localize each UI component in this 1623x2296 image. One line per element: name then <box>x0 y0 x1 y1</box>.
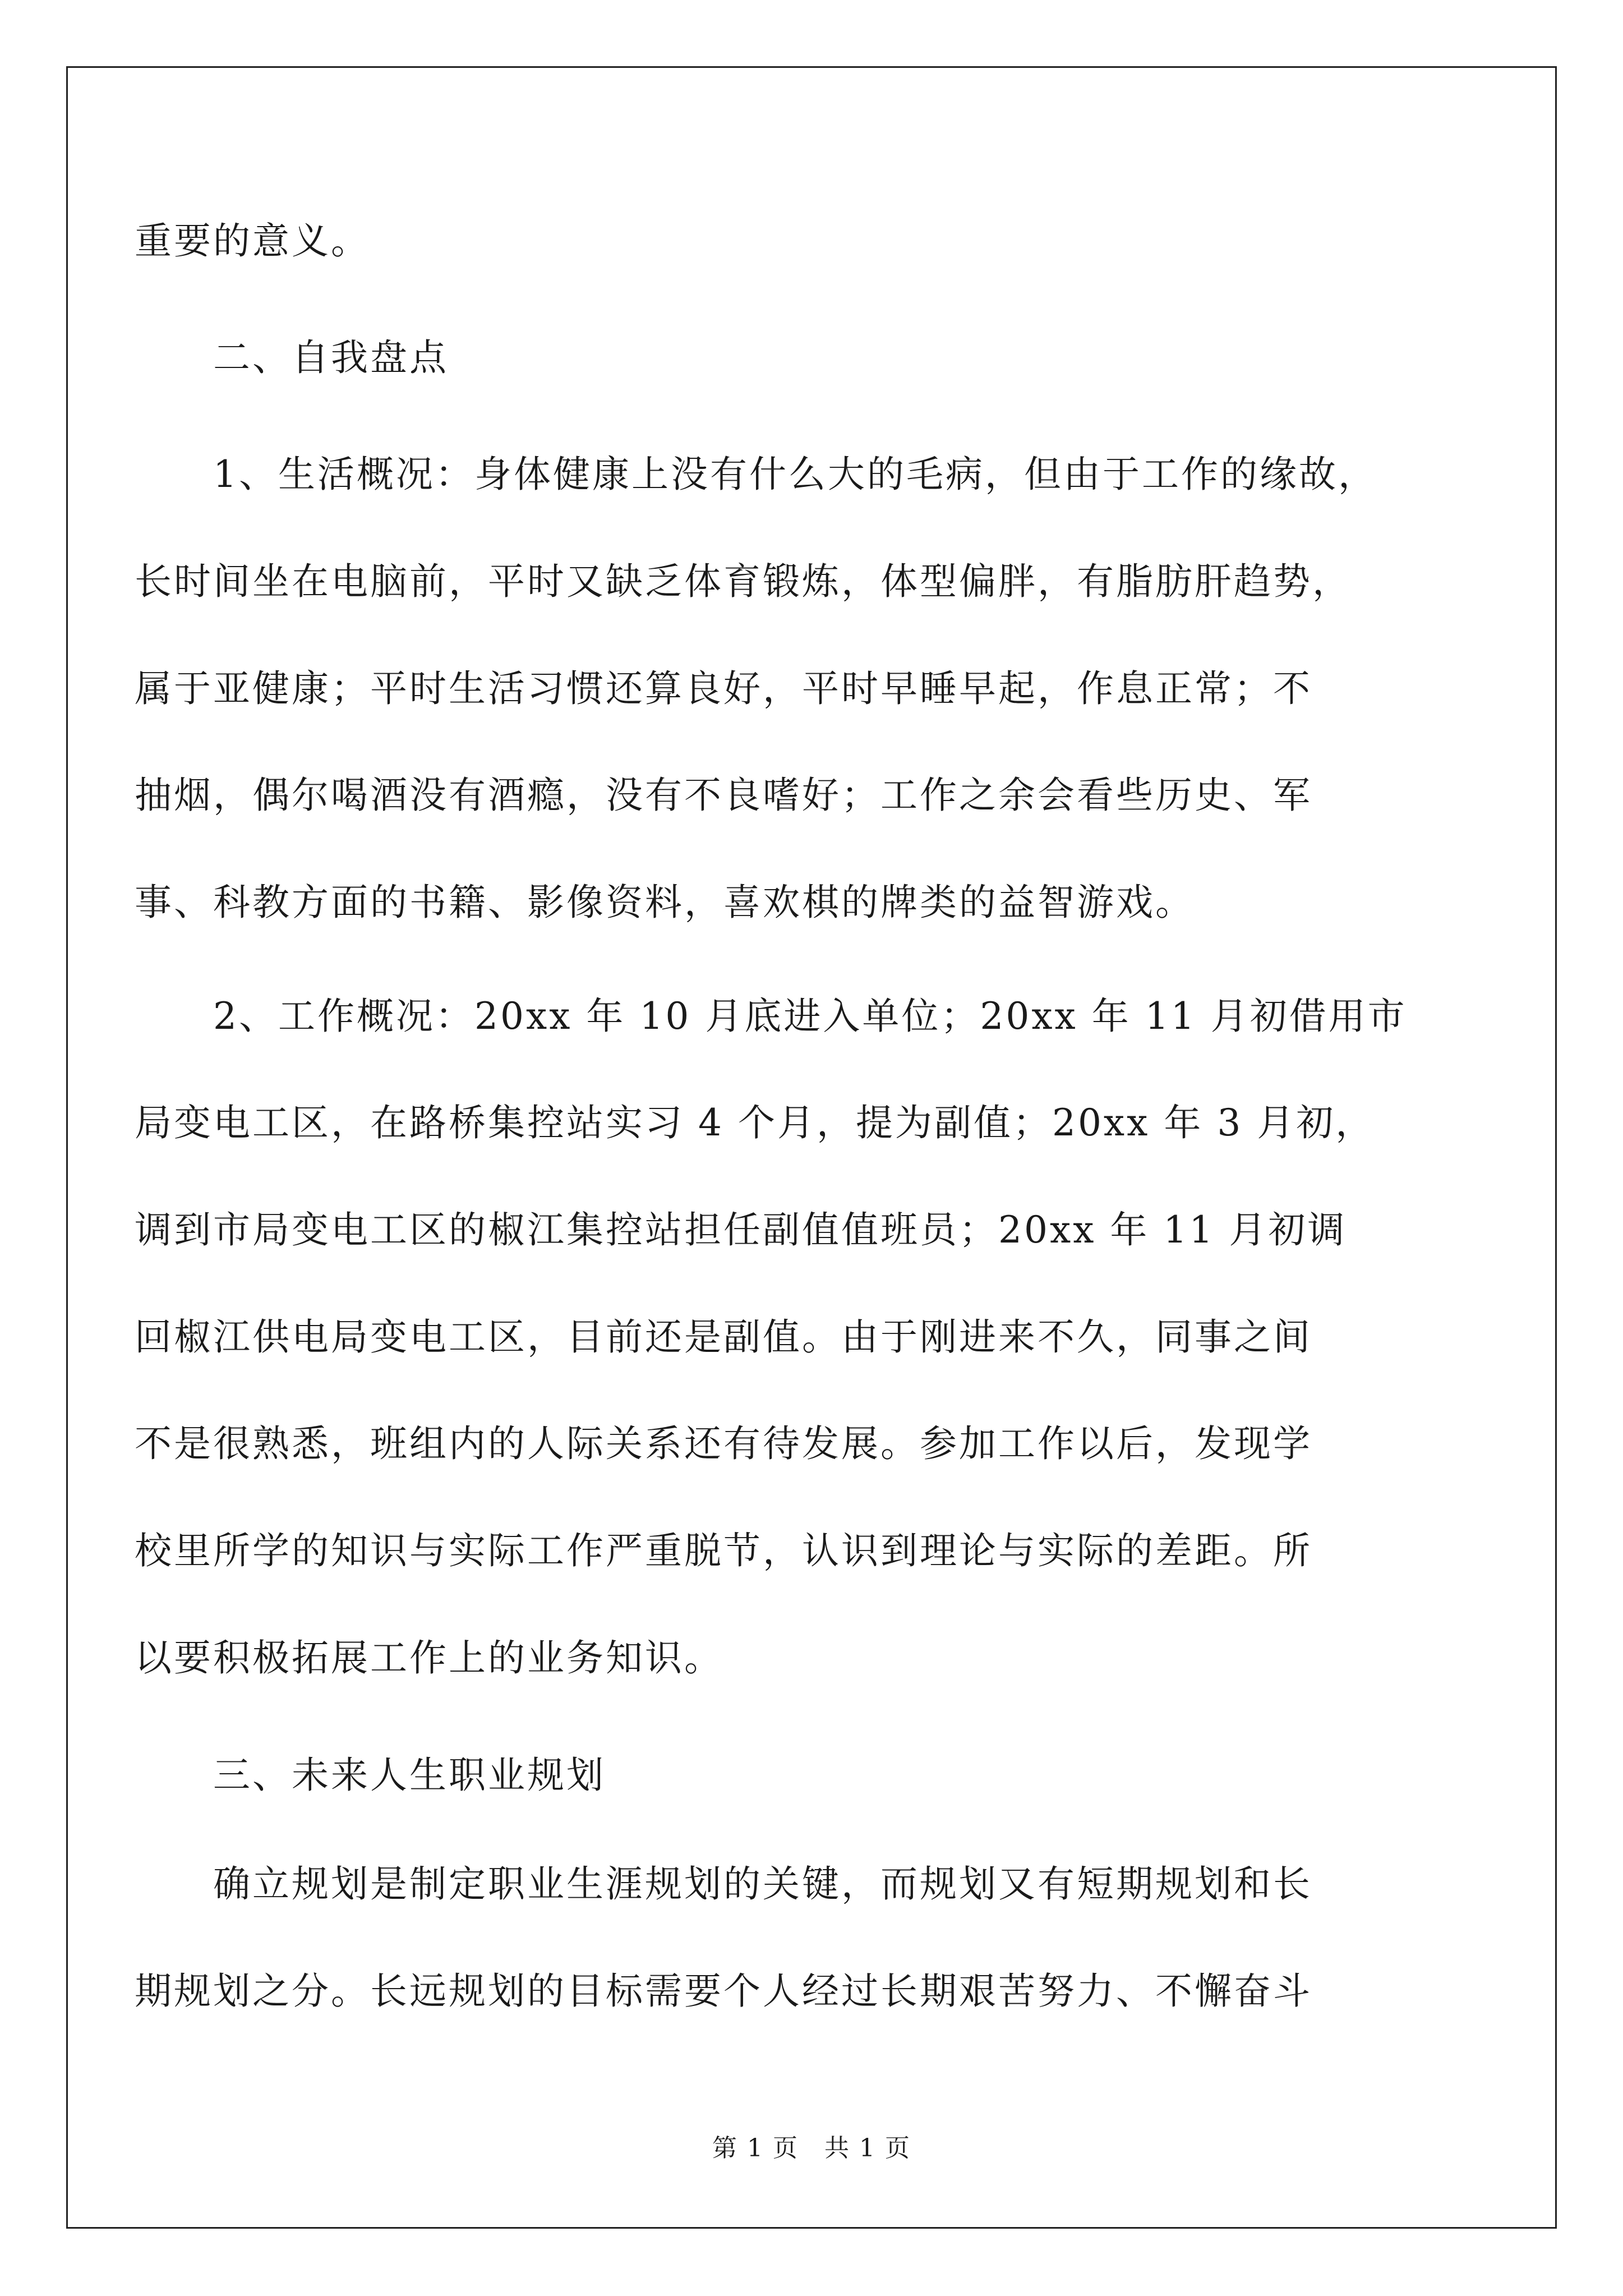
text-line: 调到市局变电工区的椒江集控站担任副值值班员；20xx 年 11 月初调 <box>135 1208 1347 1251</box>
text-line: 抽烟，偶尔喝酒没有酒瘾，没有不良嗜好；工作之余会看些历史、军 <box>135 774 1312 817</box>
text-line: 以要积极拓展工作上的业务知识。 <box>135 1636 723 1680</box>
text-line: 回椒江供电局变电工区，目前还是副值。由于刚进来不久，同事之间 <box>135 1315 1312 1359</box>
text-line: 2、工作概况：20xx 年 10 月底进入单位；20xx 年 11 月初借用市 <box>213 995 1407 1038</box>
text-line: 重要的意义。 <box>135 219 370 263</box>
text-line: 不是很熟悉，班组内的人际关系还有待发展。参加工作以后，发现学 <box>135 1422 1312 1465</box>
text-line: 属于亚健康；平时生活习惯还算良好，平时早睡早起，作息正常；不 <box>135 667 1312 710</box>
text-line: 确立规划是制定职业生涯规划的关键，而规划又有短期规划和长 <box>213 1862 1312 1906</box>
text-line: 事、科教方面的书籍、影像资料，喜欢棋的牌类的益智游戏。 <box>135 881 1195 924</box>
page-footer: 第 1 页 共 1 页 <box>712 2134 911 2162</box>
text-line: 局变电工区，在路桥集控站实习 4 个月，提为副值；20xx 年 3 月初， <box>135 1101 1375 1144</box>
text-line: 校里所学的知识与实际工作严重脱节，认识到理论与实际的差距。所 <box>135 1529 1312 1572</box>
text-line: 1、生活概况：身体健康上没有什么大的毛病，但由于工作的缘故， <box>213 453 1377 496</box>
text-line: 期规划之分。长远规划的目标需要个人经过长期艰苦努力、不懈奋斗 <box>135 1970 1312 2013</box>
section-heading: 二、自我盘点 <box>213 336 449 379</box>
text-line: 长时间坐在电脑前，平时又缺乏体育锻炼，体型偏胖，有脂肪肝趋势， <box>135 560 1352 603</box>
section-heading: 三、未来人生职业规划 <box>213 1754 606 1797</box>
